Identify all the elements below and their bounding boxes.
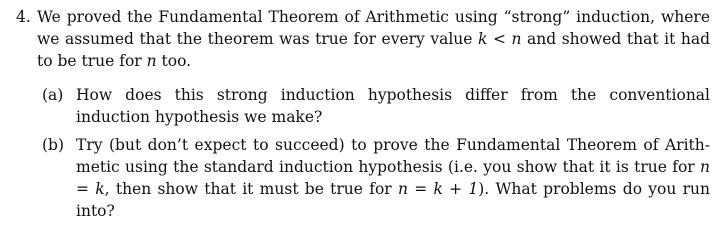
problem-text-part2: and showed that it had to be true for <box>37 30 711 70</box>
subpart-b-text-part1: Try (but don’t expect to succeed) to prove the Fundamental Theorem of Arith-metic using the standard induction hypothesis (i.e. you show that it is true for <box>76 136 710 176</box>
problem-text-part1: We proved the Fundamental Theorem of Arithmetic using “strong” induction, where we assumed that the theorem was true for every value <box>37 8 710 48</box>
math-n-equals-k-plus-1: n = k + 1 <box>397 180 479 198</box>
subpart-b <box>37 134 710 222</box>
subpart-b-text <box>76 134 710 222</box>
math-n-equals-k: n = k <box>76 158 710 198</box>
subparts-list <box>37 84 710 222</box>
subpart-b-label: (b) <box>42 136 65 154</box>
problem-number: 4. <box>16 8 31 26</box>
subpart-a-text: How does this strong induction hypothesis differ from the conventional induction hypothesis we make? <box>76 86 710 126</box>
subpart-b-text-part3: ). What problems do you run into? <box>76 180 711 220</box>
problem-text-part3: too. <box>156 52 192 70</box>
subpart-a <box>37 84 710 128</box>
math-k-less-than-n: k < n <box>478 30 522 48</box>
problem-statement <box>37 6 710 72</box>
subpart-b-text-part2: , then show that it must be true for <box>104 180 398 198</box>
problem-4 <box>16 6 710 228</box>
math-n: n <box>146 52 157 70</box>
subpart-a-label: (a) <box>42 86 64 104</box>
